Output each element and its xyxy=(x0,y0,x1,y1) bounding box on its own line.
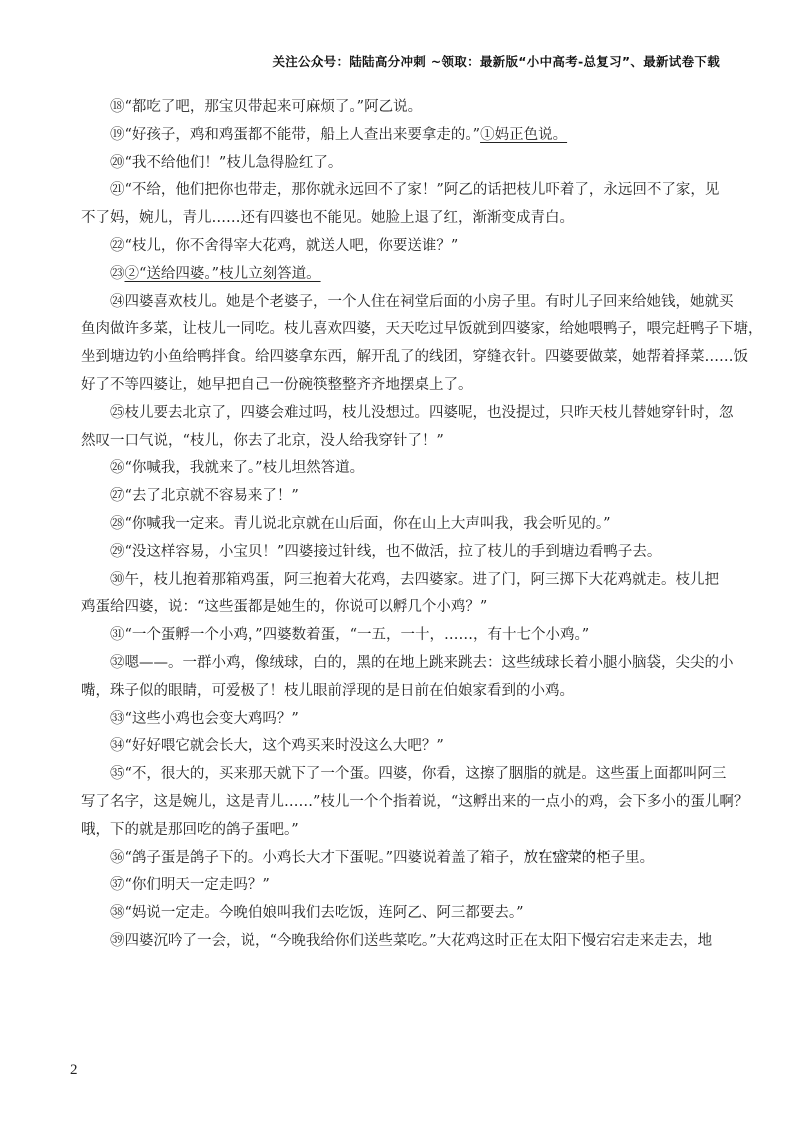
paragraph-line xyxy=(81,539,721,567)
paragraph xyxy=(81,455,721,483)
line-text: ㊲“你们明天一定走吗？” xyxy=(110,877,270,894)
paragraph-line xyxy=(81,928,721,956)
paragraph-line xyxy=(81,733,721,761)
line-text: ㊱“鸽子蛋是鸽子下的。小鸡长大才下蛋呢。”四婆说着盖了箱子， xyxy=(110,849,524,866)
paragraph-line xyxy=(81,594,721,622)
paragraph-line xyxy=(81,817,721,845)
paragraph xyxy=(81,94,721,122)
line-text: ⑱“都吃了吧，那宝贝带起来可麻烦了。”阿乙说。 xyxy=(110,99,423,115)
paragraph-line xyxy=(81,455,721,483)
paragraph-line xyxy=(81,761,727,789)
paragraph-line xyxy=(81,122,721,150)
paragraph xyxy=(81,622,721,650)
line-text: ㉜嗯——。一群小鸡，像绒球，白的，黑的在地上跳来跳去：这些绒球长着小腿小脑袋，尖尖的小 xyxy=(110,654,734,671)
paragraph xyxy=(81,511,721,539)
paragraph-line xyxy=(81,428,721,456)
paragraph xyxy=(81,400,734,456)
paragraph-number: ㉓ xyxy=(110,265,125,282)
line-text: 哦，下的就是那回吃的鸽子蛋吧。” xyxy=(81,821,299,838)
paragraph xyxy=(81,706,721,734)
line-text: ㉕枝儿要去北京了，四婆会难过吗，枝儿没想过。四婆呢，也没提过，只昨天枝儿替她穿针时，忽 xyxy=(110,404,734,421)
line-text: ⑲“好孩子，鸡和鸡蛋都不能带，船上人查出来要拿走的。” xyxy=(110,126,481,143)
line-text: ㊴四婆沉吟了一会，说，“今晚我给你们送些菜吃。”大花鸡这时正在太阳下慢宕宕走来走去，地 xyxy=(110,932,713,949)
underlined-sentence: ①妈正色说。 xyxy=(480,126,568,143)
paragraph xyxy=(81,650,734,706)
paragraph-line xyxy=(81,205,721,233)
paragraph xyxy=(81,177,721,233)
paragraph xyxy=(81,539,721,567)
line-text: 不了妈，婉儿，青儿……还有四婆也不能见。她脸上退了红，渐渐变成青白。 xyxy=(81,210,574,227)
paragraph xyxy=(81,289,763,400)
line-text: ㉗“去了北京就不容易来了！” xyxy=(110,488,299,505)
paragraph xyxy=(81,233,721,261)
emphasis-dotted-phrase: ······· 放在盛菜的柜子里 xyxy=(524,850,640,866)
line-text: 好了不等四婆让，她早把自己一份碗筷整整齐齐地摆桌上了。 xyxy=(81,376,473,393)
line-text: ㉛“一个蛋孵一个小鸡，”四婆数着蛋，“一五，一十，……，有十七个小鸡。” xyxy=(110,627,590,644)
paragraph-line xyxy=(81,372,721,400)
line-text: ㉒“枝儿，你不舍得宰大花鸡，就送人吧，你要送谁？” xyxy=(110,237,459,254)
paragraph-line xyxy=(81,567,721,595)
paragraph-line xyxy=(81,789,749,817)
paragraph xyxy=(81,761,749,844)
paragraph-line xyxy=(81,400,734,428)
line-text: 鱼肉做许多菜，让枝儿一同吃。枝儿喜欢四婆，天天吃过早饭就到四婆家，给她喂鸭子，喂完赶鸭子下塘， xyxy=(81,321,763,338)
paragraph xyxy=(81,122,721,150)
paragraph-line xyxy=(81,344,748,372)
line-text: ⑳“我不给他们！”枝儿急得脸红了。 xyxy=(110,154,343,171)
line-tail: 。 xyxy=(639,849,655,866)
paragraph-line xyxy=(81,316,763,344)
paragraph-line xyxy=(81,622,721,650)
paragraph-line xyxy=(81,233,721,261)
paragraph-line xyxy=(81,150,721,178)
page-header: 关注公众号：陆陆高分冲刺 ~领取：最新版“小中高考-总复习”、最新试卷下载 xyxy=(272,54,720,69)
paragraph-line xyxy=(81,289,734,317)
line-text: ㊳“妈说一定走。今晚伯娘叫我们去吃饭，连阿乙、阿三都要去。” xyxy=(110,905,524,922)
paragraph-line xyxy=(81,177,721,205)
paragraph-line xyxy=(81,94,721,122)
paragraph-line xyxy=(81,261,721,289)
paragraph-line xyxy=(81,706,721,734)
paragraph xyxy=(81,483,721,511)
paragraph-line xyxy=(81,511,721,539)
line-text: ㉑“不给，他们把你也带走，那你就永远回不了家！”阿乙的话把枝儿吓着了，永远回不了家，见 xyxy=(110,182,720,199)
page-number: 2 xyxy=(70,1062,78,1078)
line-text: ㉔四婆喜欢枝儿。她是个老婆子，一个人住在祠堂后面的小房子里。有时儿子回来给她钱，她就买 xyxy=(110,293,734,310)
line-text: ㉞“好好喂它就会长大，这个鸡买来时没这么大吧？” xyxy=(110,738,444,755)
paragraph-line xyxy=(81,483,721,511)
paragraph-line xyxy=(81,872,721,900)
line-text: 然叹一口气说，“枝儿，你去了北京，没人给我穿针了！” xyxy=(81,432,444,449)
paragraph-line xyxy=(81,678,721,706)
line-text: ㉖“你喊我，我就来了。”枝儿坦然答道。 xyxy=(110,460,365,477)
paragraph xyxy=(81,845,721,873)
paragraph xyxy=(81,733,721,761)
paragraph-line xyxy=(81,845,721,873)
paragraph-line xyxy=(81,900,721,928)
line-text: 坐到塘边钓小鱼给鸭拌食。给四婆拿东西，解开乱了的线团，穿缝衣针。四婆要做菜，她帮着择菜……饭 xyxy=(81,349,748,366)
paragraph-line xyxy=(81,650,734,678)
article-body xyxy=(81,94,763,956)
paragraph xyxy=(81,872,721,900)
line-text: 写了名字，这是婉儿，这是青儿……”枝儿一个个指着说，“这孵出来的一点小的鸡，会下多小的蛋儿啊？ xyxy=(81,793,749,810)
paragraph xyxy=(81,261,721,289)
underlined-sentence: ②“送给四婆。”枝儿立刻答道。 xyxy=(124,265,321,282)
paragraph xyxy=(81,150,721,178)
paragraph xyxy=(81,567,721,623)
paragraph xyxy=(81,900,721,928)
line-text: ㉘“你喊我一定来。青儿说北京就在山后面，你在山上大声叫我，我会听见的。” xyxy=(110,515,611,532)
paragraph xyxy=(81,928,721,956)
line-text: 嘴，珠子似的眼睛，可爱极了！枝儿眼前浮现的是日前在伯娘家看到的小鸡。 xyxy=(81,682,574,699)
line-text: 鸡蛋给四婆，说：“这些蛋都是她生的，你说可以孵几个小鸡？” xyxy=(81,599,488,616)
line-text: ㉚午，枝儿抱着那箱鸡蛋，阿三抱着大花鸡，去四婆家。进了门，阿三掷下大花鸡就走。枝儿把 xyxy=(110,571,719,588)
line-text: ㉟“不，很大的，买来那天就下了一个蛋。四婆，你看，这擦了胭脂的就是。这些蛋上面都叫阿三 xyxy=(110,766,727,783)
line-text: ㉙“没这样容易，小宝贝！”四婆接过针线，也不做活，拉了枝儿的手到塘边看鸭子去。 xyxy=(110,543,662,560)
line-text: ㉝“这些小鸡也会变大鸡吗？” xyxy=(110,710,299,727)
